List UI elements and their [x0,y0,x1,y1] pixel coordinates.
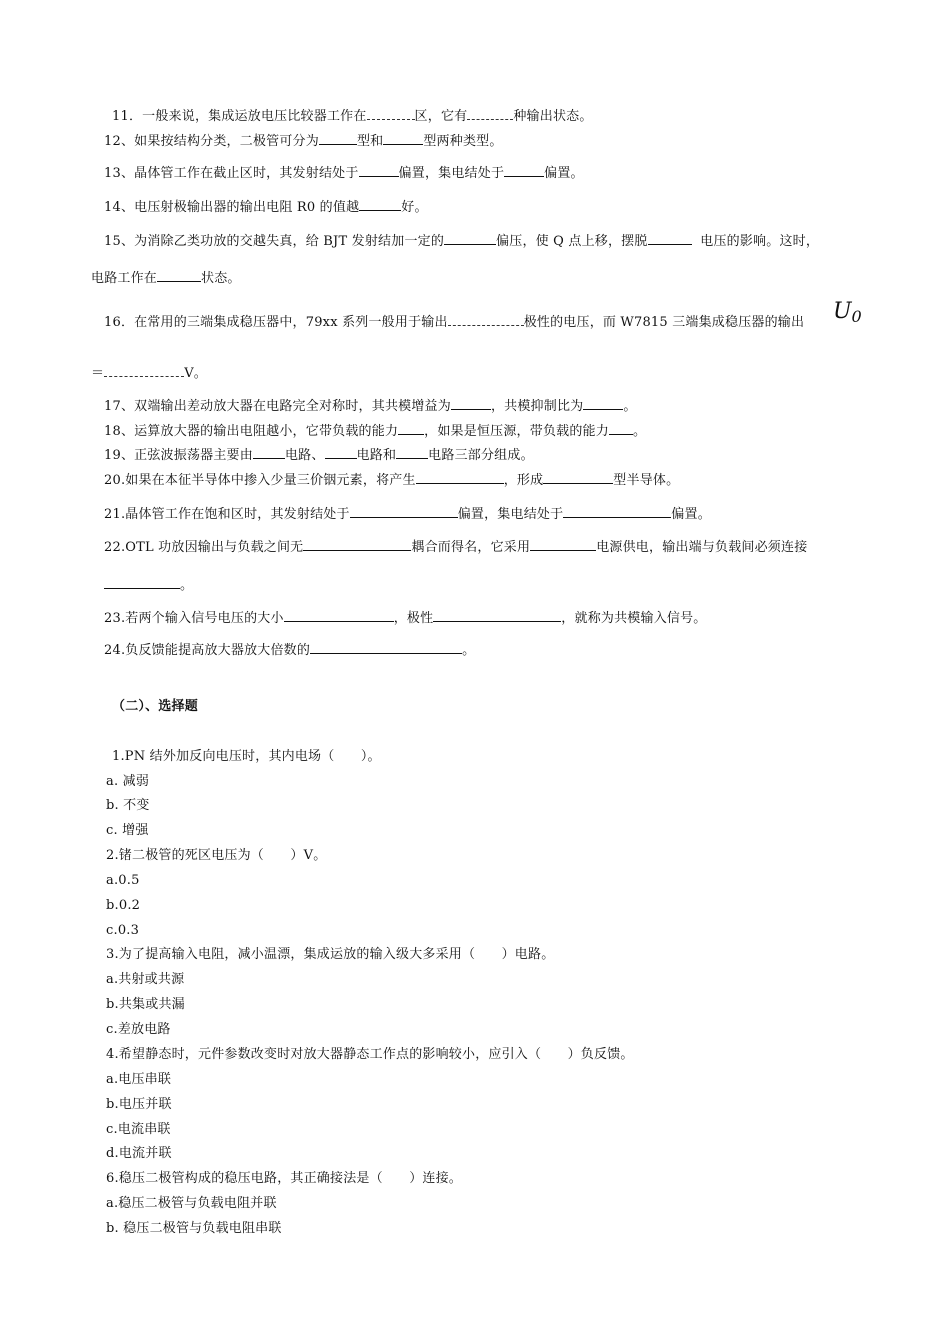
question-20: 20.如果在本征半导体中掺入少量三价铟元素，将产生 ，形成 型半导体。 [104,473,680,488]
mc-question-3: 3.为了提高输入电阻，减小温漂，集成运放的输入级大多采用（ ）电路。 [106,947,555,962]
blank[interactable] [504,164,544,177]
blank[interactable] [467,107,513,120]
question-23: 23.若两个输入信号电压的大小 ，极性 ，就称为共模输入信号。 [104,611,707,626]
question-12: 12、如果按结构分类，二极管可分为 型和 型两种类型。 [104,134,503,149]
blank[interactable] [157,269,201,282]
mc-question-4: 4.希望静态时，元件参数改变时对放大器静态工作点的影响较小，应引入（ ）负反馈。 [106,1047,634,1062]
mc-option[interactable]: a.电压串联 [106,1072,172,1087]
mc-option[interactable]: c. 增强 [106,823,149,838]
question-15: 15、为消除乙类功放的交越失真，给 BJT 发射结加一定的 偏压，使 Q 点上移，摆脱 电压的影响。这时， [104,234,820,249]
blank[interactable] [543,471,613,484]
blank[interactable] [433,609,561,622]
blank[interactable] [398,422,424,435]
blank[interactable] [416,471,504,484]
blank[interactable] [104,576,180,589]
blank[interactable] [359,164,399,177]
blank[interactable] [310,641,462,654]
blank[interactable] [104,364,184,377]
blank[interactable] [319,132,357,145]
question-16-continued: ＝ V。 [91,366,207,381]
section-heading: （二）、选择题 [112,699,198,714]
question-16: 16．在常用的三端集成稳压器中，79xx 系列一般用于输出 极性的电压，而 W7815 三端集成稳压器的输出 [104,315,805,330]
question-14: 14、电压射极输出器的输出电阻 R0 的值越 好。 [104,200,428,215]
mc-option[interactable]: d.电流并联 [106,1146,172,1161]
blank[interactable] [444,232,496,245]
mc-option[interactable]: c.差放电路 [106,1022,171,1037]
mc-question-6: 6.稳压二极管构成的稳压电路，其正确接法是（ ）连接。 [106,1171,463,1186]
blank[interactable] [383,132,423,145]
blank[interactable] [563,505,671,518]
blank[interactable] [350,505,458,518]
question-11: 11．一般来说，集成运放电压比较器工作在 区，它有 种输出状态。 [112,109,593,124]
blank[interactable] [367,107,415,120]
mc-option[interactable]: b.共集或共漏 [106,997,185,1012]
blank[interactable] [648,232,692,245]
mc-option[interactable]: c.电流串联 [106,1122,171,1137]
mc-option[interactable]: a.共射或共源 [106,972,185,987]
blank[interactable] [325,446,357,459]
blank[interactable] [396,446,428,459]
blank[interactable] [583,397,623,410]
question-19: 19、正弦波振荡器主要由 电路、 电路和 电路三部分组成。 [104,448,534,463]
mc-option[interactable]: a. 减弱 [106,774,150,789]
mc-option[interactable]: b. 不变 [106,798,150,813]
blank[interactable] [451,397,491,410]
blank[interactable] [284,609,394,622]
blank[interactable] [448,313,524,326]
mc-question-2: 2.锗二极管的死区电压为（ ）V。 [106,848,327,863]
mc-question-1: 1.PN 结外加反向电压时，其内电场（ ）。 [112,749,381,764]
blank[interactable] [359,198,401,211]
question-17: 17、双端输出差动放大器在电路完全对称时，其共模增益为 ，共模抑制比为 。 [104,399,637,414]
question-18: 18、运算放大器的输出电阻越小，它带负载的能力 ，如果是恒压源，带负载的能力 。 [104,424,647,439]
blank[interactable] [253,446,285,459]
question-13: 13、晶体管工作在截止区时，其发射结处于 偏置，集电结处于 偏置。 [104,166,584,181]
mc-option[interactable]: c.0.3 [106,923,140,938]
output-voltage-symbol: $U_0$ [833,299,862,326]
mc-option[interactable]: b.0.2 [106,898,141,913]
blank[interactable] [530,538,596,551]
question-22: 22.OTL 功放因输出与负载之间无 耦合而得名，它采用 电源供电，输出端与负载间必须连接 [104,540,808,555]
mc-option[interactable]: a.0.5 [106,873,140,888]
mc-option[interactable]: a.稳压二极管与负载电阻并联 [106,1196,277,1211]
mc-option[interactable]: b.电压并联 [106,1097,172,1112]
mc-option[interactable]: b. 稳压二极管与负载电阻串联 [106,1221,282,1236]
question-21: 21.晶体管工作在饱和区时，其发射结处于 偏置，集电结处于 偏置。 [104,507,711,522]
blank[interactable] [303,538,411,551]
question-22-continued: 。 [104,576,193,594]
question-15-continued: 电路工作在 状态。 [91,271,241,286]
question-24: 24.负反馈能提高放大器放大倍数的 。 [104,643,476,658]
blank[interactable] [609,422,633,435]
